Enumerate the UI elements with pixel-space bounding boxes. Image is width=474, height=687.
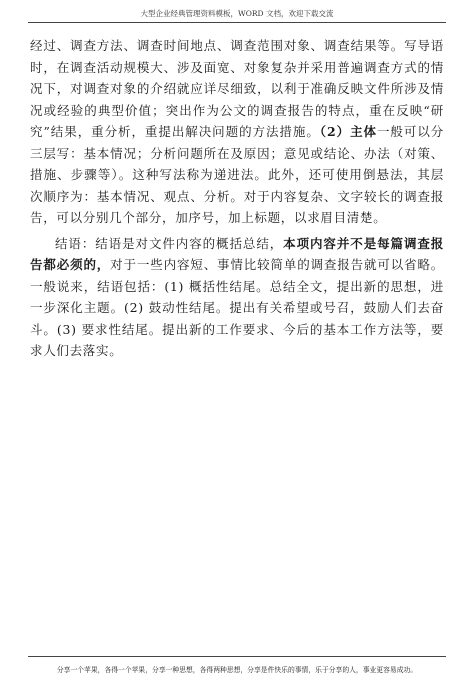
- paragraph-1: [30, 35, 444, 229]
- paragraph-1-text: 经过、调查方法、调查时间地点、调查范围对象、调查结果等。写导语时，在调查活动规模大、涉及面宽、对象复杂并采用普遍调查方式的情况下，对调查对象的介绍就应详尽细致，以利于准确反映文件所涉及情况或经验的典型价值；突出作为公文的调查报告的特点，重在反映“研究”结果，重分析，重提出解决问题的方法措施。: [30, 38, 444, 139]
- page-footer: 分享一个苹果，各得一个苹果，分享一种思想，各得两种思想，分享是件快乐的事情，乐于分享的人，事业更容易成功。: [56, 666, 418, 674]
- page-header: 大型企业经典管理资料模板，WORD 文档，欢迎下载交流: [140, 9, 334, 18]
- header-rule: [28, 22, 446, 23]
- paragraph-2-text: 结语：结语是对文件内容的概括总结，: [55, 235, 284, 251]
- paragraph-2: [30, 233, 444, 362]
- paragraph-2-bold: 本项内容并不是每篇调查报告都必须的，: [30, 235, 445, 272]
- document-body: [30, 35, 444, 362]
- paragraph-2-text-cont: 对于一些内容短、事情比较简单的调查报告就可以省略。一般说来，结语包括：(1) 概括性结尾。总结全文，提出新的思想，进一步深化主题。(2) 鼓动性结尾。提出有关希望或号召，鼓励人们去奋斗。(3) 要求性结尾。提出新的工作要求、今后的基本工作方法等，要求人们去落实。: [30, 257, 444, 358]
- footer-rule: [28, 656, 446, 657]
- paragraph-1-text-cont: 一般可以分三层写：基本情况；分析问题所在及原因；意见或结论、办法（对策、措施、步骤等）。这种写法称为递进法。此外，还可使用倒悬法，其层次顺序为：基本情况、观点、分析。对于内容复杂、文字较长的调查报告，可以分别几个部分，加序号，加上标题，以求眉目清楚。: [30, 124, 444, 225]
- paragraph-1-bold: （2）主体: [319, 124, 377, 139]
